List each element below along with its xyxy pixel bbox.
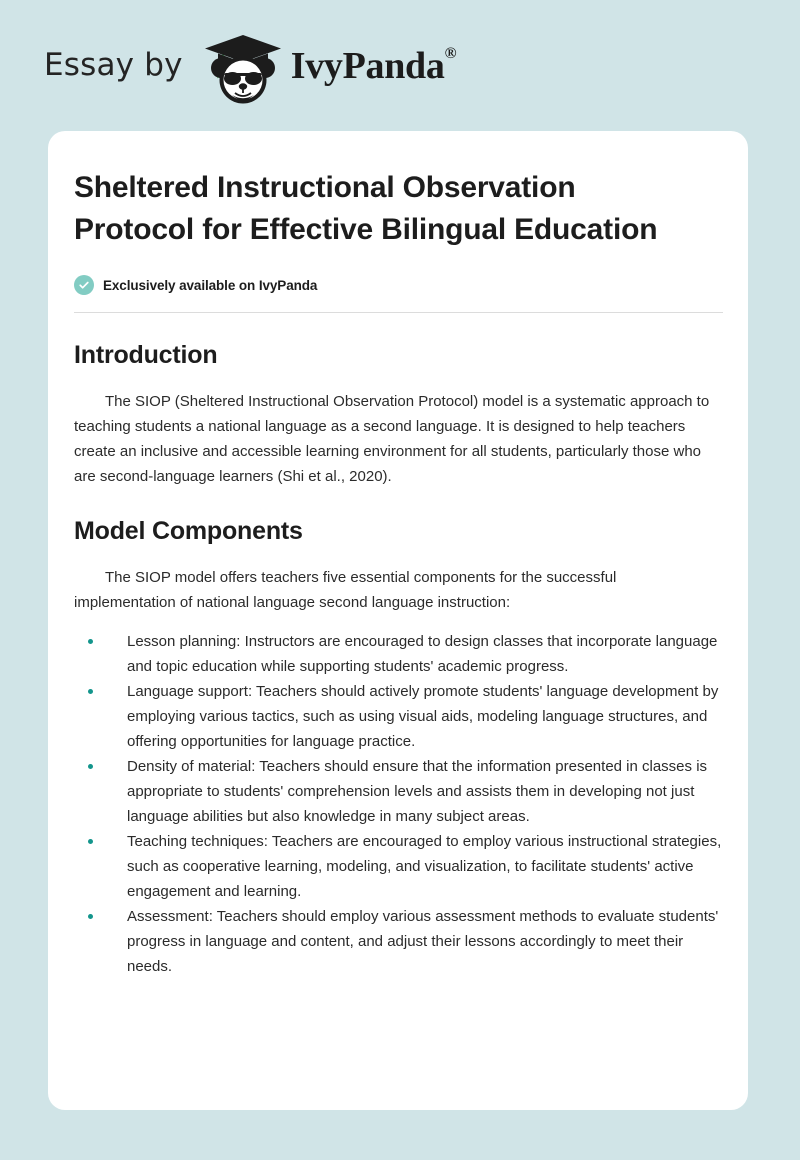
page-title: Sheltered Instructional Observation Protocol for Effective Bilingual Education bbox=[74, 171, 658, 246]
list-item bbox=[74, 754, 722, 829]
list-item-text: Assessment: Teachers should employ various assessment methods to evaluate students' progress in language and content, and adjust their lessons accordingly to meet their needs. bbox=[127, 908, 719, 975]
section-paragraph: The SIOP model offers teachers five essential components for the successful implementation of national language second language instruction: bbox=[74, 569, 617, 611]
ivypanda-panda-graduate-logo-icon bbox=[197, 27, 289, 105]
list-item bbox=[74, 829, 722, 904]
bullet-dot-icon bbox=[88, 764, 93, 769]
section-heading-introduction: Introduction bbox=[74, 341, 218, 369]
exclusive-availability-badge bbox=[74, 274, 722, 296]
brand-header bbox=[0, 0, 800, 131]
bullet-dot-icon bbox=[88, 639, 93, 644]
bullet-dot-icon bbox=[88, 914, 93, 919]
list-item bbox=[74, 679, 722, 754]
list-item bbox=[74, 629, 722, 679]
bullet-dot-icon bbox=[88, 839, 93, 844]
list-item-text: Density of material: Teachers should ensure that the information presented in classes is appropriate to students' comprehension levels and assists them in developing not just language abilities but also knowledge in many subject areas. bbox=[127, 758, 708, 825]
section-heading-model-components: Model Components bbox=[74, 517, 303, 545]
exclusive-badge-label: Exclusively available on IvyPanda bbox=[103, 277, 318, 293]
wordmark-text: IvyPanda bbox=[290, 44, 445, 87]
model-components-list bbox=[74, 629, 722, 979]
check-circle-icon bbox=[74, 275, 94, 295]
essay-by-label: Essay by bbox=[44, 47, 183, 83]
ivypanda-logo-link[interactable] bbox=[197, 27, 457, 105]
title-divider bbox=[74, 312, 723, 313]
list-item-text: Teaching techniques: Teachers are encouraged to employ various instructional strategies, such as cooperative learning, modeling, and visualization, to facilitate students' active engagement and learning. bbox=[127, 833, 722, 900]
list-item-text: Lesson planning: Instructors are encouraged to design classes that incorporate language and topic education while supporting students' academic progress. bbox=[127, 633, 718, 675]
list-item bbox=[74, 904, 722, 979]
essay-paper-card bbox=[48, 131, 748, 1110]
list-item-text: Language support: Teachers should actively promote students' language development by employing various tactics, such as using visual aids, modeling language structures, and offering opportunities for language practice. bbox=[127, 683, 719, 750]
section-paragraph: The SIOP (Sheltered Instructional Observation Protocol) model is a systematic approach to teaching students a national language as a second language. It is designed to help teachers create an inclusive and accessible learning environment for all students, particularly those who are second-language learners (Shi et al., 2020). bbox=[74, 393, 710, 485]
registered-trademark-symbol: ® bbox=[444, 44, 457, 62]
ivypanda-wordmark bbox=[290, 44, 457, 87]
bullet-dot-icon bbox=[88, 689, 93, 694]
